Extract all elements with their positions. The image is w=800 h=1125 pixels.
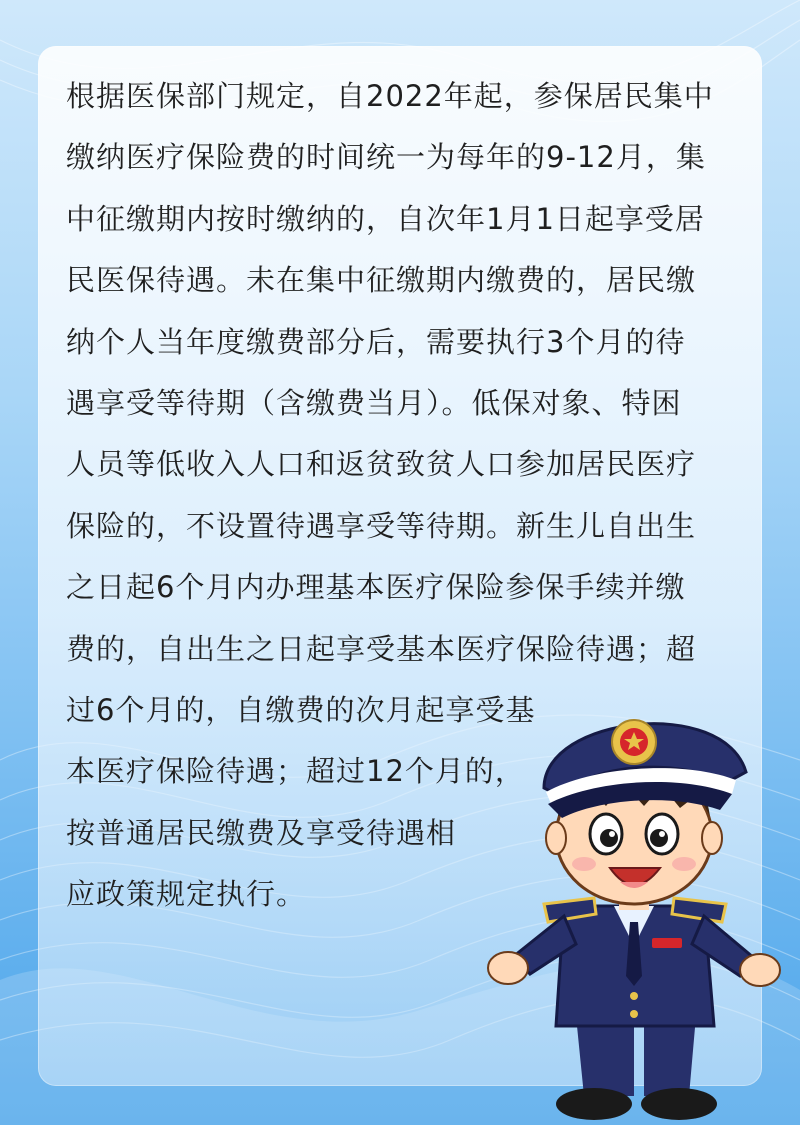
text-line: 民医保待遇。未在集中征缴期内缴费的，居民缴 — [66, 263, 697, 298]
text-line: 保险的，不设置待遇享受等待期。新生儿自出生 — [66, 508, 697, 543]
text-line: 遇享受等待期（含缴费当月）。低保对象、特困 — [66, 385, 682, 420]
text-line: 费的，自出生之日起享受基本医疗保险待遇；超 — [66, 631, 697, 666]
text-line: 过6个月的，自缴费的次月起享受基 — [66, 692, 536, 727]
text-line: 按普通居民缴费及享受待遇相 — [66, 815, 457, 850]
text-line: 应政策规定执行。 — [66, 877, 307, 912]
text-line: 人员等低收入人口和返贫致贫人口参加居民医疗 — [66, 447, 697, 482]
text-line: 中征缴期内按时缴纳的，自次年1月1日起享受居 — [66, 201, 705, 236]
text-line: 纳个人当年度缴费部分后，需要执行3个月的待 — [66, 324, 686, 359]
text-line: 根据医保部门规定，自2022年起，参保居民集中 — [66, 79, 714, 113]
text-line: 本医疗保险待遇；超过12个月的， — [66, 754, 525, 789]
text-line: 之日起6个月内办理基本医疗保险参保手续并缴 — [66, 570, 686, 605]
police-officer-icon — [484, 676, 784, 1125]
text-line: 缴纳医疗保险费的时间统一为每年的9-12月，集 — [66, 140, 706, 175]
